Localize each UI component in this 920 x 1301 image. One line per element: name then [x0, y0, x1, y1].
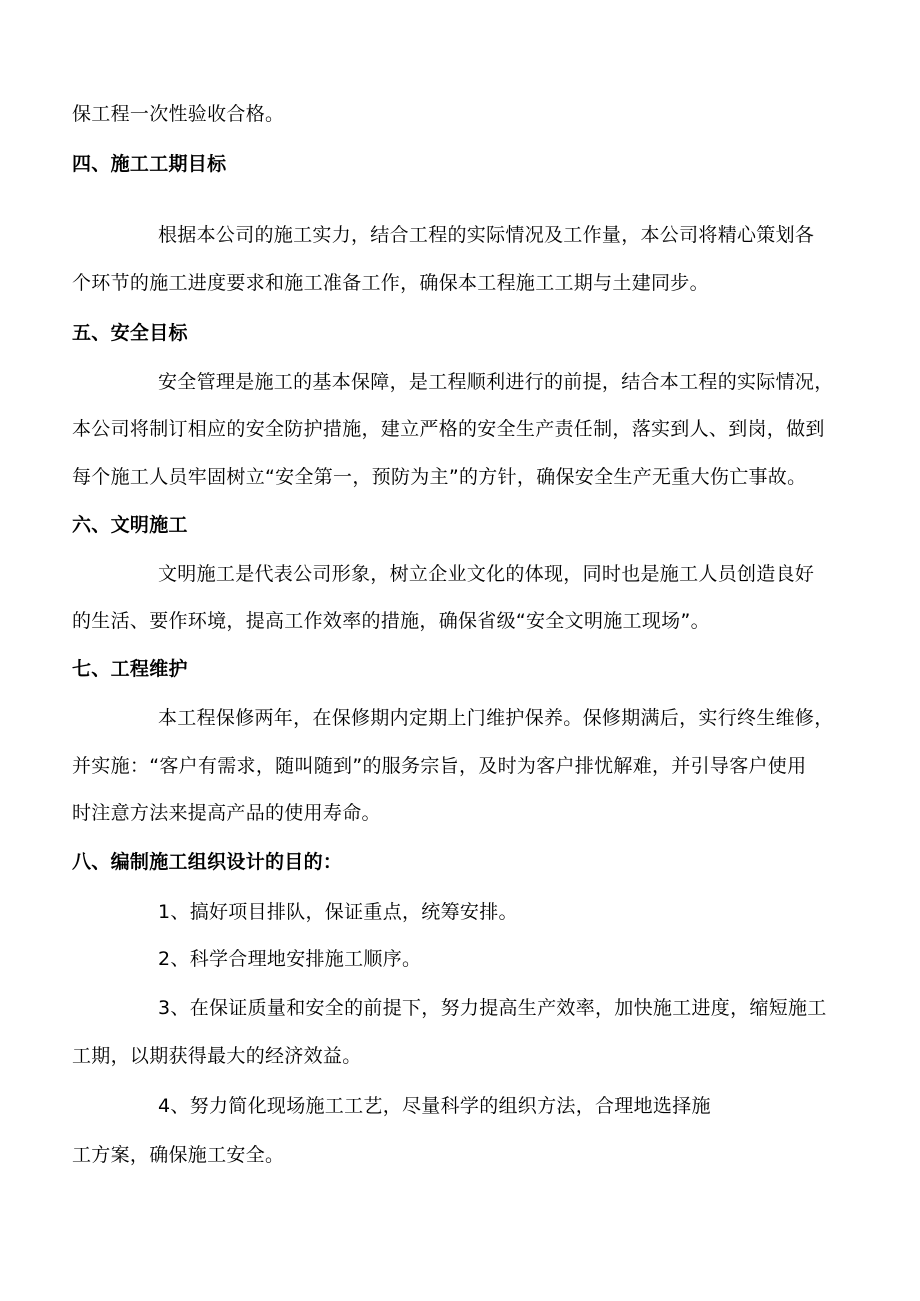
paragraph-line: 本工程保修两年，在保修期内定期上门维护保养。保修期满后，实行终生维修，: [158, 707, 834, 729]
paragraph-line: 工期，以期获得最大的经济效益。: [72, 1045, 362, 1067]
paragraph-line: 并实施：“客户有需求，随叫随到”的服务宗旨，及时为客户排忧解难，并引导客户使用: [72, 755, 807, 777]
paragraph-line: 本公司将制订相应的安全防护措施，建立严格的安全生产责任制，落实到人、到岗，做到: [72, 418, 825, 440]
section-heading: 五、安全目标: [72, 322, 188, 344]
paragraph-line: 文明施工是代表公司形象，树立企业文化的体现，同时也是施工人员创造良好: [158, 563, 815, 585]
paragraph-line: 工方案，确保施工安全。: [72, 1144, 285, 1166]
list-item: 2、科学合理地安排施工顺序。: [158, 948, 422, 970]
section-heading: 六、文明施工: [72, 514, 188, 536]
paragraph-line: 安全管理是施工的基本保障，是工程顺利进行的前提，结合本工程的实际情况，: [158, 371, 834, 393]
paragraph-line: 个环节的施工进度要求和施工准备工作，确保本工程施工工期与土建同步。: [72, 272, 709, 294]
section-heading: 四、施工工期目标: [72, 153, 227, 175]
paragraph-line: 根据本公司的施工实力，结合工程的实际情况及工作量，本公司将精心策划各: [158, 224, 815, 246]
paragraph-line: 保工程一次性验收合格。: [72, 103, 285, 125]
paragraph-line: 时注意方法来提高产品的使用寿命。: [72, 802, 381, 824]
section-heading: 七、工程维护: [72, 658, 188, 680]
list-item: 4、努力简化现场施工工艺，尽量科学的组织方法，合理地选择施: [158, 1095, 711, 1117]
paragraph-line: 的生活、要作环境，提高工作效率的措施，确保省级“安全文明施工现场”。: [72, 610, 710, 632]
paragraph-line: 每个施工人员牢固树立“安全第一，预防为主”的方针，确保安全生产无重大伤亡事故。: [72, 466, 807, 488]
section-heading: 八、编制施工组织设计的目的：: [72, 851, 343, 873]
list-item: 3、在保证质量和安全的前提下，努力提高生产效率，加快施工进度，缩短施工: [158, 997, 827, 1019]
list-item: 1、搞好项目排队，保证重点，统筹安排。: [158, 901, 518, 923]
